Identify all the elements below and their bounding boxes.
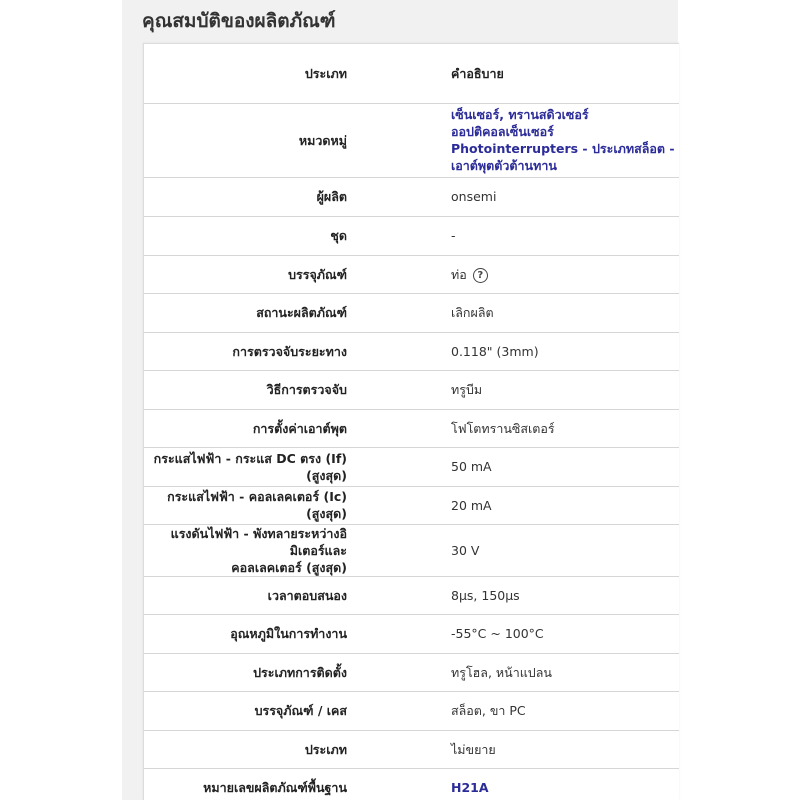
table-row [144, 447, 679, 486]
row-value: 20 mA [451, 497, 492, 513]
header-value: คำอธิบาย [451, 65, 504, 81]
row-key: บรรจุภัณฑ์ [144, 255, 403, 293]
row-value: โฟโตทรานซิสเตอร์ [451, 420, 555, 436]
row-key: ประเภทการติดตั้ง [144, 653, 403, 691]
table-row [144, 177, 679, 216]
row-key: เวลาตอบสนอง [144, 576, 403, 614]
table-row [144, 332, 679, 370]
row-key: ประเภท [144, 730, 403, 768]
base-product-link[interactable]: H21A [451, 780, 489, 795]
table-row [144, 409, 679, 447]
table-row [144, 730, 679, 768]
spec-card [143, 43, 679, 800]
row-value: เลิกผลิต [451, 305, 494, 320]
table-row [144, 653, 679, 691]
row-value: onsemi [451, 189, 497, 204]
row-key: การตรวจจับระยะทาง [144, 332, 403, 370]
table-row [144, 524, 679, 576]
category-link-photointerrupters-cont[interactable]: เอาต์พุตตัวต้านทาน [451, 158, 557, 173]
row-value: สล็อต, ขา PC [451, 703, 526, 718]
row-value: 50 mA [451, 459, 492, 474]
category-link-sensors[interactable]: เซ็นเซอร์, ทรานสดิวเซอร์ [451, 107, 589, 122]
row-value: 0.118" (3mm) [451, 343, 539, 359]
row-value: ทรูโฮล, หน้าแปลน [451, 664, 552, 680]
row-key: บรรจุภัณฑ์ / เคส [144, 691, 403, 730]
row-key: หมายเลขผลิตภัณฑ์พื้นฐาน [144, 768, 403, 800]
row-value: -55°C ~ 100°C [451, 626, 544, 641]
row-value: ไม่ขยาย [451, 741, 496, 757]
table-row [144, 216, 679, 255]
row-key: ชุด [144, 216, 403, 255]
table-row [144, 614, 679, 653]
question-circle-icon[interactable]: ? [473, 268, 488, 283]
row-value: 8µs, 150µs [451, 587, 520, 603]
table-row [144, 486, 679, 524]
table-header-row [144, 44, 679, 103]
table-row [144, 293, 679, 332]
header-key: ประเภท [144, 44, 403, 103]
category-link-photointerrupters[interactable]: Photointerrupters - ประเภทสล็อต - [451, 141, 675, 156]
table-row [144, 255, 679, 293]
table-row [144, 370, 679, 409]
row-value: 30 V [451, 542, 480, 558]
table-row [144, 768, 679, 800]
table-row-category [144, 103, 679, 177]
row-key: แรงดันไฟฟ้า - พังทลายระหว่างอิมิเตอร์และ คอลเลคเตอร์ (สูงสุด) [144, 524, 403, 576]
spec-table [144, 44, 679, 800]
row-key: สถานะผลิตภัณฑ์ [144, 293, 403, 332]
row-key: ผู้ผลิต [144, 177, 403, 216]
row-key: กระแสไฟฟ้า - กระแส DC ตรง (If) (สูงสุด) [144, 447, 403, 486]
table-row [144, 691, 679, 730]
row-key: การตั้งค่าเอาต์พุต [144, 409, 403, 447]
row-key: วิธีการตรวจจับ [144, 370, 403, 409]
category-link-optical[interactable]: ออปติคอลเซ็นเซอร์ [451, 124, 554, 139]
page-title: คุณสมบัติของผลิตภัณฑ์ [142, 10, 336, 32]
row-key: กระแสไฟฟ้า - คอลเลคเตอร์ (Ic) (สูงสุด) [144, 486, 403, 524]
row-value: ทรูบีม [451, 382, 483, 397]
row-key: อุณหภูมิในการทำงาน [144, 614, 403, 653]
table-row [144, 576, 679, 614]
row-value: ท่อ [451, 266, 467, 282]
row-key-category: หมวดหมู่ [144, 103, 403, 177]
row-value: - [451, 228, 456, 243]
